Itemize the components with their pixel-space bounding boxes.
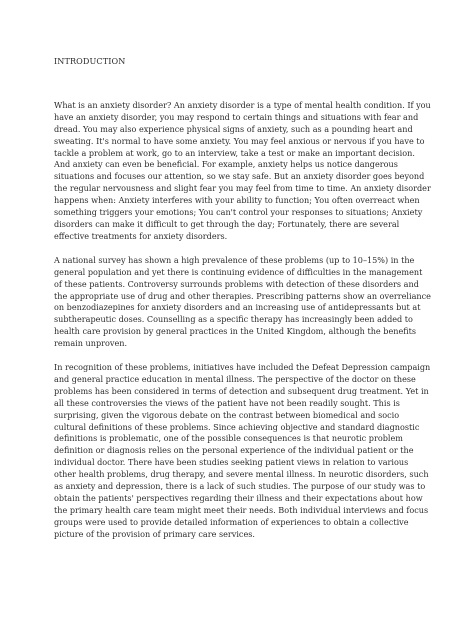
paragraph-prevalence: A national survey has shown a high prevalence of these problems (up to 10–15%) in the general population and yet there is continuing evidence of difficulties in the management of these patients. Controversy surrounds problems with detection of these disorders and the appropriate use of drug and other therapies. Prescribing patterns show an overreliance on benzodiazepines for anxiety disorders and an increasing use of antidepressants but at subtherapeutic doses. Counselling as a specific therapy has increasingly been added to health care provision by general practices in the United Kingdom, although the benefits remain unproven. — [54, 254, 431, 349]
document-body — [54, 56, 432, 553]
section-heading: INTRODUCTION — [54, 56, 126, 66]
paragraph-initiatives: In recognition of these problems, initiatives have included the Defeat Depression campaign and general practice education in mental illness. The perspective of the doctor on these problems has been considered in terms of detection and subsequent drug treatment. Yet in all these controversies the views of the patient have not been readily sought. This is surprising, given the vigorous debate on the contrast between biomedical and socio cultural definitions of these problems. Since achieving objective and standard diagnostic definitions is problematic, one of the possible consequences is that neurotic problem definition or diagnosis relies on the personal experience of the individual patient or the individual doctor. There have been studies seeking patient views in relation to various other health problems, drug therapy, and severe mental illness. In neurotic disorders, such as anxiety and depression, there is a lack of such studies. The purpose of our study was to obtain the patients' perspectives regarding their illness and their expectations about how the primary health care team might meet their needs. Both individual interviews and focus groups were used to provide detailed information of experiences to obtain a collective picture of the provision of primary care services. — [54, 362, 431, 539]
paragraph-anxiety-definition: What is an anxiety disorder? An anxiety disorder is a type of mental health condition. If you have an anxiety disorder, you may respond to certain things and situations with fear and dread. You may also experience physical signs of anxiety, such as a pounding heart and sweating. It's normal to have some anxiety. You may feel anxious or nervous if you have to tackle a problem at work, go to an interview, take a test or make an important decision. And anxiety can even be beneficial. For example, anxiety helps us notice dangerous situations and focuses our attention, so we stay safe. But an anxiety disorder goes beyond the regular nervousness and slight fear you may feel from time to time. An anxiety disorder happens when: Anxiety interferes with your ability to function; You often overreact when something triggers your emotions; You can't control your responses to situations; Anxiety disorders can make it difficult to get through the day; Fortunately, there are several effective treatments for anxiety disorders. — [54, 99, 431, 241]
